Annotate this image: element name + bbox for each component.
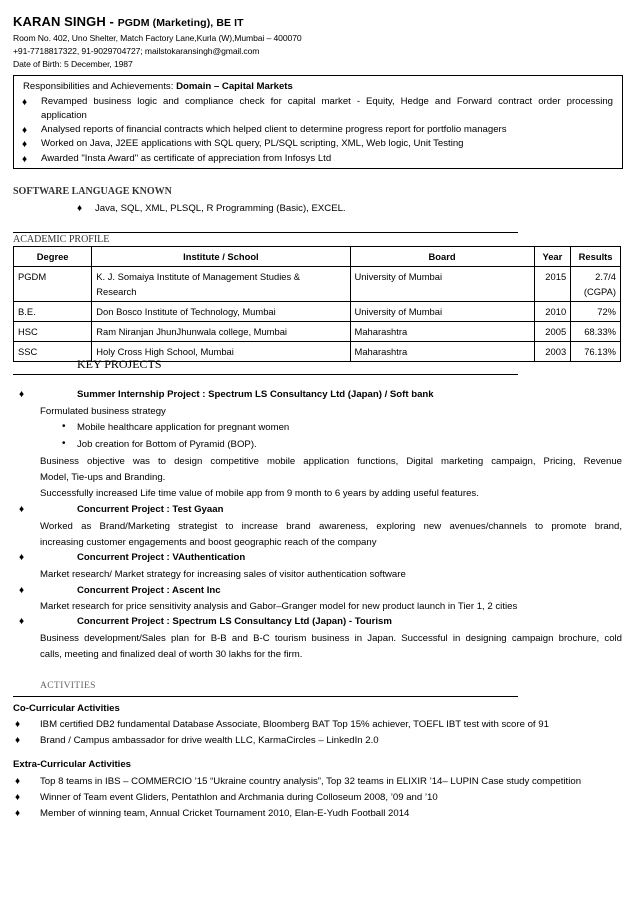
project-title: Concurrent Project : Ascent Inc <box>77 585 221 596</box>
diamond-bullet-icon: ♦ <box>19 585 25 596</box>
diamond-bullet-icon: ♦ <box>22 154 28 165</box>
academic-table <box>13 246 621 362</box>
diamond-bullet-icon: ♦ <box>15 735 21 746</box>
co-curricular-title: Co-Curricular Activities <box>13 703 120 714</box>
section-divider <box>13 696 518 697</box>
responsibility-item: Analysed reports of financial contracts which helped client to determine progress report for portfolio managers <box>41 124 507 135</box>
diamond-bullet-icon: ♦ <box>19 552 25 563</box>
year-cell: 2010 <box>534 302 571 322</box>
diamond-bullet-icon: ♦ <box>22 125 28 136</box>
institute-cell: Holy Cross High School, Mumbai <box>92 342 350 362</box>
result-cell: 68.33% <box>571 322 621 342</box>
project-description: Business development/Sales plan for B-B and B-C tourism business in Japan. Successful in designing campaign brochure, cold <box>40 633 622 644</box>
address-line: Room No. 402, Uno Shelter, Match Factory Lane,Kurla (W),Mumbai – 400070 <box>13 33 302 43</box>
column-header: Institute / School <box>92 247 350 267</box>
board-cell: Maharashtra <box>350 322 534 342</box>
diamond-bullet-icon: ♦ <box>15 792 21 803</box>
column-header: Results <box>571 247 621 267</box>
dot-bullet-icon: • <box>62 421 66 432</box>
section-divider <box>13 232 518 233</box>
board-cell: University of Mumbai <box>350 267 534 302</box>
project-description: Business objective was to design competitive mobile application functions, Digital marketing campaign, Pricing, Revenue <box>40 456 622 467</box>
year-cell: 2005 <box>534 322 571 342</box>
degree-cell: PGDM <box>14 267 92 302</box>
responsibility-item: Revamped business logic and compliance check for capital market - Equity, Hedge and Forward contract order processing <box>41 96 613 107</box>
activity-item: Winner of Team event Gliders, Pentathlon and Archmania during Colloseum 2008, ’09 and ’10 <box>40 792 438 803</box>
board-cell: Maharashtra <box>350 342 534 362</box>
activity-item: IBM certified DB2 fundamental Database Associate, Bloomberg BAT Top 15% achiever, TOEFL IBT test with score of 91 <box>40 719 549 730</box>
responsibility-item: Awarded "Insta Award" as certificate of appreciation from Infosys Ltd <box>41 153 332 164</box>
diamond-bullet-icon: ♦ <box>22 97 28 108</box>
project-description: Model, Tie-ups and Branding. <box>40 472 166 483</box>
responsibility-item-cont: application <box>41 110 87 121</box>
diamond-bullet-icon: ♦ <box>19 616 25 627</box>
institute-cell: Don Bosco Institute of Technology, Mumbai <box>92 302 350 322</box>
diamond-bullet-icon: ♦ <box>15 776 21 787</box>
diamond-bullet-icon: ♦ <box>15 719 21 730</box>
project-description: Market research for price sensitivity analysis and Gabor–Granger model for new product launch in Tier 1, 2 cities <box>40 601 518 612</box>
name-separator: - <box>105 14 118 29</box>
diamond-bullet-icon: ♦ <box>77 203 83 214</box>
diamond-bullet-icon: ♦ <box>22 139 28 150</box>
degree-cell: HSC <box>14 322 92 342</box>
project-description: Successfully increased Life time value of mobile app from 9 month to 6 years by adding useful features. <box>40 488 479 499</box>
dot-bullet-icon: • <box>62 438 66 449</box>
extra-curricular-title: Extra-Curricular Activities <box>13 759 132 770</box>
project-title: Concurrent Project : Test Gyaan <box>77 504 224 515</box>
activity-item: Top 8 teams in IBS – COMMERCIO ’15 “Ukraine country analysis”, Top 32 teams in ELIXIR ’14– LUPIN Case study competition <box>40 776 582 787</box>
project-subtitle: Formulated business strategy <box>40 406 166 417</box>
responsibilities-box <box>13 75 623 169</box>
column-header: Board <box>350 247 534 267</box>
responsibilities-intro <box>23 81 293 92</box>
institute-text: K. J. Somaiya Institute of Management Studies & <box>96 271 301 282</box>
intro-domain: Domain – Capital Markets <box>176 81 293 92</box>
project-point: Job creation for Bottom of Pyramid (BOP). <box>77 439 257 450</box>
project-description: increasing customer engagements and boost geographic reach of the company <box>40 537 377 548</box>
academic-heading: ACADEMIC PROFILE <box>13 234 110 245</box>
result-cell: 72% <box>571 302 621 322</box>
diamond-bullet-icon: ♦ <box>19 389 25 400</box>
table-row <box>14 302 621 322</box>
result-text: 2.7/4 <box>595 271 616 282</box>
software-list: Java, SQL, XML, PLSQL, R Programming (Basic), EXCEL. <box>95 203 346 214</box>
table-header-row <box>14 247 621 267</box>
activities-heading: ACTIVITIES <box>40 680 96 691</box>
institute-cell <box>92 267 350 302</box>
projects-heading: KEY PROJECTS <box>77 357 162 371</box>
result-text: (CGPA) <box>583 286 616 297</box>
board-cell: University of Mumbai <box>350 302 534 322</box>
diamond-bullet-icon: ♦ <box>15 808 21 819</box>
activity-item: Brand / Campus ambassador for drive wealth LLC, KarmaCircles – LinkedIn 2.0 <box>40 735 379 746</box>
section-divider <box>13 374 518 375</box>
year-cell: 2003 <box>534 342 571 362</box>
candidate-name: KARAN SINGH <box>13 14 106 29</box>
project-title: Concurrent Project : Spectrum LS Consultancy Ltd (Japan) - Tourism <box>77 616 392 627</box>
contact-line: +91-7718817322, 91-9029704727; mailstokaransingh@gmail.com <box>13 46 260 56</box>
project-description: calls, meeting and finalized deal of worth 30 lakhs for the firm. <box>40 649 303 660</box>
year-cell: 2015 <box>534 267 571 302</box>
result-cell <box>571 267 621 302</box>
institute-text: Research <box>96 286 137 297</box>
table-row <box>14 322 621 342</box>
result-cell: 76.13% <box>571 342 621 362</box>
project-point: Mobile healthcare application for pregnant women <box>77 422 290 433</box>
software-heading: SOFTWARE LANGUAGE KNOWN <box>13 186 172 197</box>
diamond-bullet-icon: ♦ <box>19 504 25 515</box>
project-description: Worked as Brand/Marketing strategist to increase brand awareness, exploring new avenues/channels to promote brand, <box>40 521 622 532</box>
intro-label: Responsibilities and Achievements: <box>23 81 177 92</box>
project-title: Concurrent Project : VAuthentication <box>77 552 246 563</box>
resume-header <box>13 14 244 29</box>
column-header: Degree <box>14 247 92 267</box>
dob-line: Date of Birth: 5 December, 1987 <box>13 59 133 69</box>
project-description: Market research/ Market strategy for increasing sales of visitor authentication software <box>40 569 406 580</box>
candidate-degrees: PGDM (Marketing), BE IT <box>117 17 244 29</box>
project-title: Summer Internship Project : Spectrum LS Consultancy Ltd (Japan) / Soft bank <box>77 389 434 400</box>
column-header: Year <box>534 247 571 267</box>
degree-cell: SSC <box>14 342 92 362</box>
degree-cell: B.E. <box>14 302 92 322</box>
responsibility-item: Worked on Java, J2EE applications with SQL query, PL/SQL scripting, XML, Web logic, Unit Testing <box>41 138 464 149</box>
activity-item: Member of winning team, Annual Cricket Tournament 2010, Elan-E-Yudh Football 2014 <box>40 808 410 819</box>
table-row <box>14 267 621 302</box>
institute-cell: Ram Niranjan JhunJhunwala college, Mumbai <box>92 322 350 342</box>
